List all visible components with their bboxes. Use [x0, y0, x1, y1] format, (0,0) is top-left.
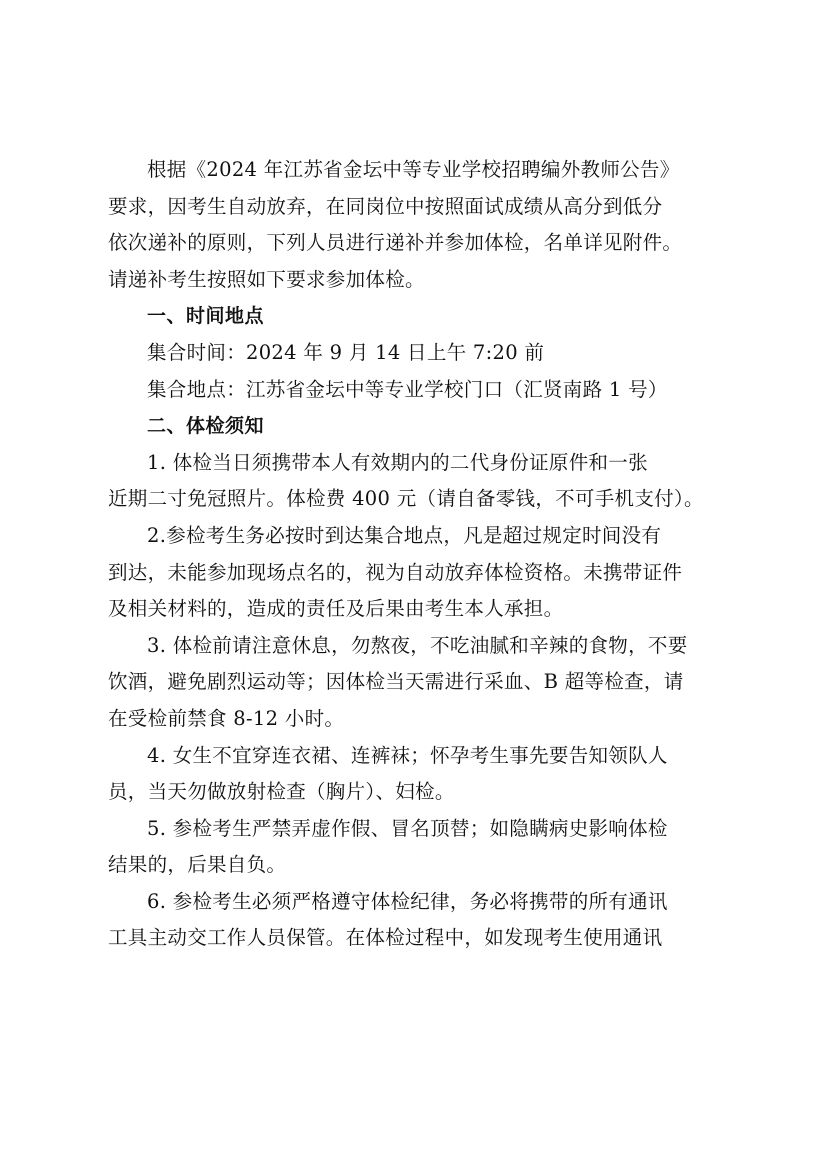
exam-note-item-2: [108, 518, 722, 628]
note-line: 饮酒，避免剧烈运动等；因体检当天需进行采血、B 超等检查，请: [108, 670, 684, 694]
section-heading-time-place: 一、时间地点: [147, 305, 265, 328]
exam-note-item-3: [108, 628, 722, 738]
intro-line: 根据《2024 年江苏省金坛中等专业学校招聘编外教师公告》: [147, 158, 680, 181]
section-heading-exam-notes: 二、体检须知: [147, 415, 265, 438]
note-line: 6. 参检考生必须严格遵守体检纪律，务必将携带的所有通讯: [147, 889, 668, 913]
exam-note-item-6: [108, 884, 722, 957]
note-line: 到达，未能参加现场点名的，视为自动放弃体检资格。未携带证件: [108, 560, 683, 584]
exam-note-item-4: [108, 738, 722, 811]
assembly-time-text: 集合时间：2024 年 9 月 14 日上午 7:20 前: [147, 340, 545, 364]
exam-note-item-1: [108, 445, 722, 518]
note-line: 5. 参检考生严禁弄虚作假、冒名顶替；如隐瞒病史影响体检: [147, 816, 668, 840]
note-line: 结果的，后果自负。: [108, 853, 287, 877]
assembly-place-text: 集合地点：江苏省金坛中等专业学校门口（汇贤南路 1 号）: [147, 377, 668, 401]
note-line: 及相关材料的，造成的责任及后果由考生本人承担。: [108, 597, 564, 621]
note-line: 2.参检考生务必按时到达集合地点，凡是超过规定时间没有: [147, 523, 662, 547]
document-page: [108, 152, 722, 957]
assembly-time: [108, 335, 722, 372]
note-line: 在受检前禁食 8-12 小时。: [108, 706, 345, 730]
assembly-place: [108, 372, 722, 409]
intro-line: 依次递补的原则，下列人员进行递补并参加体检，名单详见附件。: [108, 231, 683, 255]
note-line: 员，当天勿做放射检查（胸片）、妇检。: [108, 780, 455, 804]
intro-line: 请递补考生按照如下要求参加体检。: [108, 267, 425, 291]
intro-line: 要求，因考生自动放弃，在同岗位中按照面试成绩从高分到低分: [108, 194, 663, 218]
note-line: 1. 体检当日须携带本人有效期内的二代身份证原件和一张: [147, 450, 648, 474]
note-line: 工具主动交工作人员保管。在体检过程中，如发现考生使用通讯: [108, 926, 663, 950]
note-line: 3. 体检前请注意休息，勿熬夜，不吃油腻和辛辣的食物，不要: [147, 633, 688, 657]
note-line: 4. 女生不宜穿连衣裙、连裤袜；怀孕考生事先要告知领队人: [147, 743, 668, 767]
intro-paragraph: [108, 152, 722, 298]
note-line: 近期二寸免冠照片。体检费 400 元（请自备零钱，不可手机支付）。: [108, 487, 704, 511]
exam-note-item-5: [108, 811, 722, 884]
